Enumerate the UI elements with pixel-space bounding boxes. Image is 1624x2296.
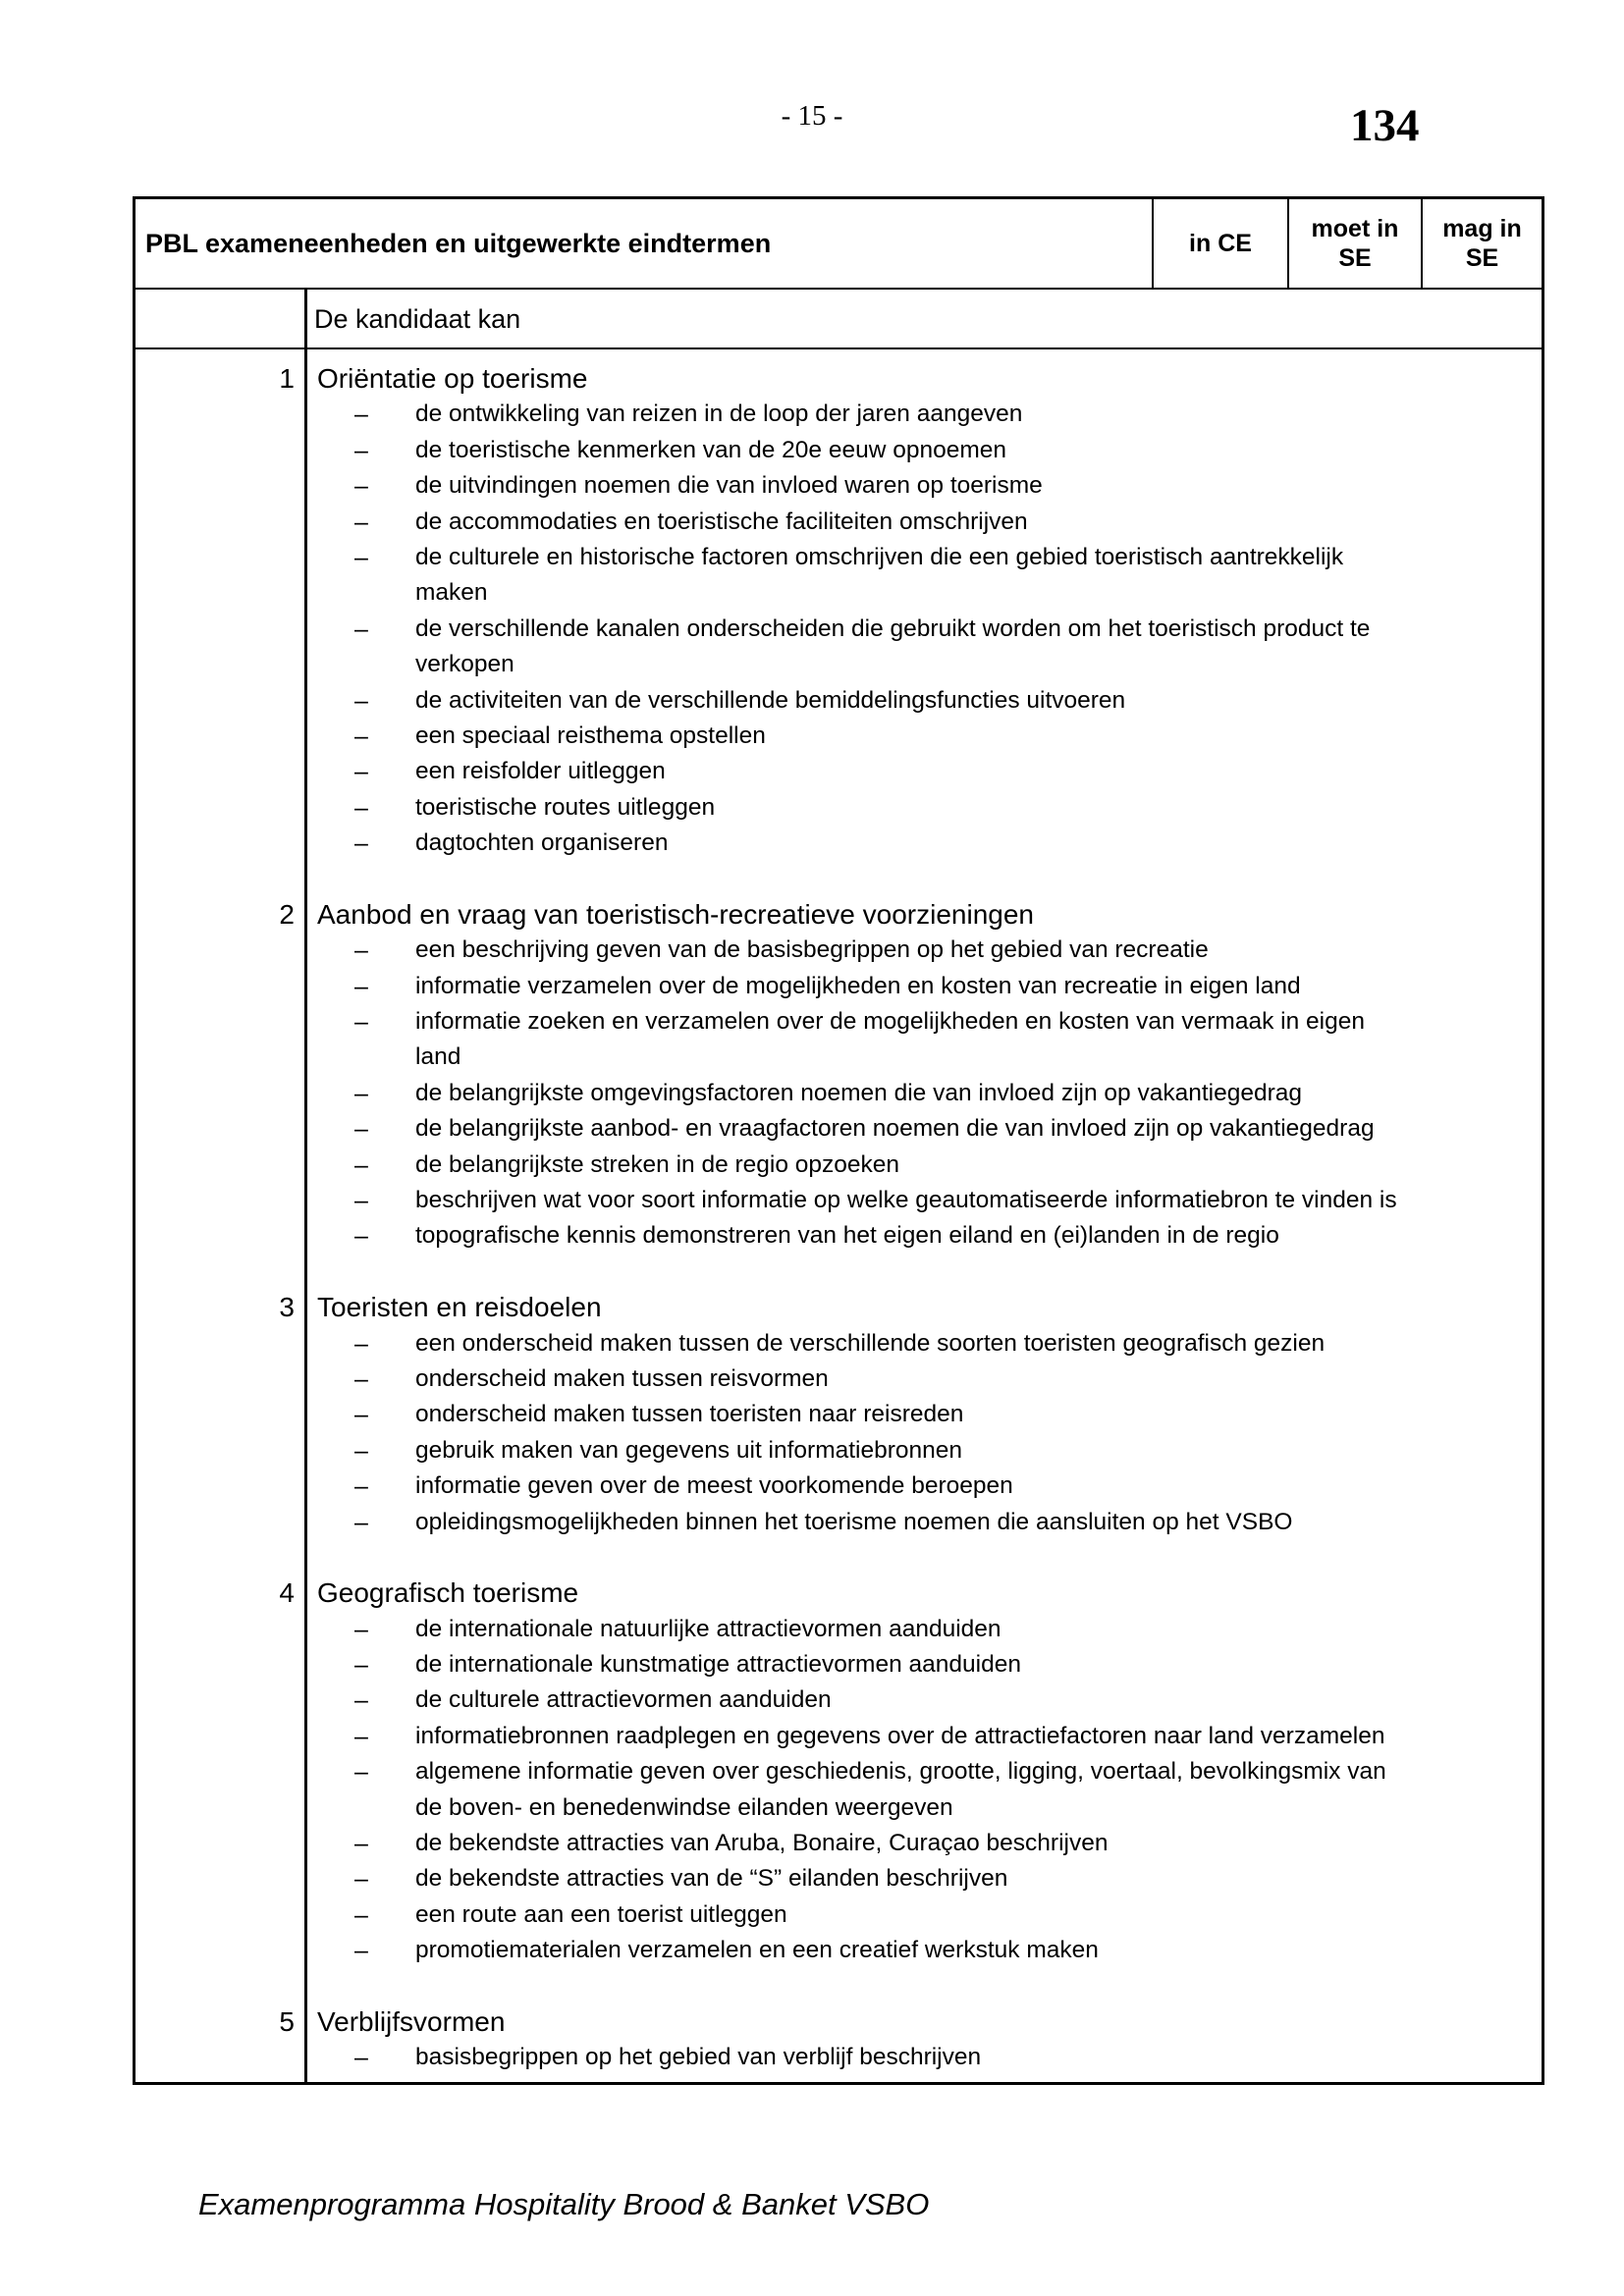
list-item-text: topografische kennis demonstreren van het eigen eiland en (ei)landen in de regio [415,1222,1279,1250]
list-item-text: gebruik maken van gegevens uit informatiebronnen [415,1436,963,1464]
list-item [135,1505,1542,1540]
dash-bullet-icon: – [354,1508,368,1536]
dash-bullet-icon: – [354,1615,368,1643]
section-heading-row [135,2004,1542,2040]
dash-bullet-icon: – [354,1115,368,1144]
list-item-text: een onderscheid maken tussen de verschillende soorten toeristen geografisch gezien [415,1329,1326,1357]
dash-bullet-icon: – [354,758,368,786]
section-heading-row [135,897,1542,933]
list-item-text: een beschrijving geven van de basisbegrippen op het gebied van recreatie [415,936,1209,964]
exam-units-body [135,361,1542,2076]
list-item [135,1111,1542,1147]
list-item-text: informatiebronnen raadplegen en gegevens over de attractiefactoren naar land verzamelen [415,1722,1385,1749]
list-item-text: dagtochten organiseren [415,829,669,857]
section-number: 4 [279,1577,295,1609]
list-item [135,1004,1542,1040]
list-item-text: de bekendste attracties van de “S” eilanden beschrijven [415,1865,1008,1893]
list-item [135,1433,1542,1468]
section-heading-row [135,361,1542,397]
list-item [135,1148,1542,1183]
exam-units-table [133,196,1544,2085]
list-item [135,1468,1542,1504]
list-item-text: onderscheid maken tussen toeristen naar reisreden [415,1401,964,1428]
dash-bullet-icon: – [354,1222,368,1251]
list-item-continuation [135,1790,1542,1826]
list-item [135,1933,1542,1968]
section-title: Geografisch toerisme [317,1577,579,1609]
list-item [135,1682,1542,1718]
intro-label: De kandidaat kan [314,303,521,334]
list-item-text: de activiteiten van de verschillende bemiddelingsfuncties uitvoeren [415,686,1126,714]
blank-line [135,1969,1542,2004]
list-item-text: de uitvindingen noemen die van invloed waren op toerisme [415,472,1043,500]
dash-bullet-icon: – [354,400,368,429]
page-number: - 15 - [781,100,843,132]
dash-bullet-icon: – [354,1186,368,1214]
column-header-moet-line1: moet in [1311,215,1399,242]
list-item-continuation [135,1040,1542,1075]
list-item [135,1326,1542,1362]
list-item-text: opleidingsmogelijkheden binnen het toerisme noemen die aansluiten op het VSBO [415,1508,1293,1535]
list-item [135,2040,1542,2075]
dash-bullet-icon: – [354,1758,368,1787]
list-item-text: basisbegrippen op het gebied van verblijf beschrijven [415,2044,982,2071]
list-item-text: een reisfolder uitleggen [415,758,666,785]
dash-bullet-icon: – [354,1900,368,1929]
list-item-text: informatie geven over de meest voorkomende beroepen [415,1472,1013,1500]
dash-bullet-icon: – [354,1401,368,1429]
section-number: 3 [279,1292,295,1323]
footer-title: Examenprogramma Hospitality Brood & Banket VSBO [198,2187,930,2221]
list-item [135,468,1542,504]
list-item [135,1183,1542,1218]
column-header-mag-in-se [1423,199,1542,288]
list-item-text: de culturele en historische factoren omschrijven die een gebied toeristisch aantrekkelijk [415,543,1344,570]
list-item-text: algemene informatie geven over geschiedenis, grootte, ligging, voertaal, bevolkingsmix van [415,1758,1386,1786]
section-title: Aanbod en vraag van toeristisch-recreatieve voorzieningen [317,898,1034,930]
list-item [135,754,1542,789]
dash-bullet-icon: – [354,1329,368,1358]
blank-line [135,1255,1542,1290]
dash-bullet-icon: – [354,1364,368,1393]
list-item [135,1647,1542,1682]
list-item-text: verkopen [415,651,514,678]
dash-bullet-icon: – [354,1436,368,1465]
dash-bullet-icon: – [354,1079,368,1107]
column-header-in-ce-label: in CE [1189,230,1252,257]
list-item-text: de verschillende kanalen onderscheiden die gebruikt worden om het toeristisch product te [415,614,1371,642]
list-item-text: de belangrijkste streken in de regio opzoeken [415,1150,900,1178]
list-item [135,1861,1542,1896]
list-item-text: beschrijven wat voor soort informatie op welke geautomatiseerde informatiebron te vinden is [415,1186,1397,1213]
column-header-mag-line2: SE [1465,244,1499,272]
list-item-text: promotiematerialen verzamelen en een creatief werkstuk maken [415,1937,1099,1964]
list-item-text: informatie verzamelen over de mogelijkheden en kosten van recreatie in eigen land [415,972,1301,999]
section-title: Toeristen en reisdoelen [317,1292,602,1323]
list-item-text: onderscheid maken tussen reisvormen [415,1364,829,1392]
dash-bullet-icon: – [354,686,368,715]
list-item-text: maken [415,579,488,607]
dash-bullet-icon: – [354,472,368,501]
list-item-continuation [135,575,1542,611]
dash-bullet-icon: – [354,829,368,858]
list-item [135,1076,1542,1111]
list-item [135,719,1542,754]
list-item [135,1826,1542,1861]
list-item [135,433,1542,468]
table-title: PBL exameneenheden en uitgewerkte eindtermen [145,228,772,258]
dash-bullet-icon: – [354,1651,368,1680]
list-item-text: de internationale natuurlijke attractievormen aanduiden [415,1615,1001,1642]
list-item-text: de toeristische kenmerken van de 20e eeuw opnoemen [415,436,1006,463]
list-item-text: de belangrijkste aanbod- en vraagfactoren noemen die van invloed zijn op vakantiegedrag [415,1115,1375,1143]
dash-bullet-icon: – [354,936,368,965]
list-item-text: land [415,1043,461,1071]
list-item [135,1362,1542,1397]
section-heading-row [135,1290,1542,1325]
dash-bullet-icon: – [354,1937,368,1965]
column-header-mag-line1: mag in [1442,215,1522,242]
list-item [135,826,1542,861]
column-header-moet-line2: SE [1338,244,1372,272]
dash-bullet-icon: – [354,1472,368,1501]
dash-bullet-icon: – [354,1686,368,1715]
dash-bullet-icon: – [354,1865,368,1894]
dash-bullet-icon: – [354,436,368,464]
list-item-text: toeristische routes uitleggen [415,793,716,821]
list-item [135,1897,1542,1933]
section-number: 1 [279,363,295,394]
list-item-continuation [135,647,1542,682]
list-item [135,683,1542,719]
list-item [135,1397,1542,1432]
dash-bullet-icon: – [354,1150,368,1179]
column-header-in-ce [1154,199,1287,288]
dash-bullet-icon: – [354,543,368,571]
column-header-moet-in-se [1289,199,1421,288]
list-item [135,790,1542,826]
list-item [135,540,1542,575]
list-item-text: een route aan een toerist uitleggen [415,1900,787,1928]
list-item-text: de boven- en benedenwindse eilanden weergeven [415,1793,953,1821]
list-item-text: de ontwikkeling van reizen in de loop der jaren aangeven [415,400,1023,428]
dash-bullet-icon: – [354,1008,368,1037]
blank-line [135,861,1542,896]
section-number: 2 [279,898,295,930]
section-heading-row [135,1575,1542,1611]
list-item-text: informatie zoeken en verzamelen over de mogelijkheden en kosten van vermaak in eigen [415,1008,1365,1036]
list-item [135,1612,1542,1647]
dash-bullet-icon: – [354,507,368,536]
list-item-text: de bekendste attracties van Aruba, Bonaire, Curaçao beschrijven [415,1830,1109,1857]
section-title: Oriëntatie op toerisme [317,363,588,394]
list-item [135,1719,1542,1754]
list-item-text: de accommodaties en toeristische faciliteiten omschrijven [415,507,1028,535]
list-item [135,1754,1542,1789]
section-number: 5 [279,2005,295,2037]
list-item [135,612,1542,647]
dash-bullet-icon: – [354,972,368,1000]
list-item-text: een speciaal reisthema opstellen [415,721,766,749]
dash-bullet-icon: – [354,1722,368,1750]
list-item-text: de internationale kunstmatige attractievormen aanduiden [415,1651,1021,1679]
blank-line [135,1540,1542,1575]
document-number: 134 [1350,100,1420,151]
list-item [135,933,1542,968]
list-item [135,1218,1542,1254]
dash-bullet-icon: – [354,614,368,643]
list-item [135,969,1542,1004]
list-item [135,397,1542,432]
list-item-text: de belangrijkste omgevingsfactoren noemen die van invloed zijn op vakantiegedrag [415,1079,1302,1106]
dash-bullet-icon: – [354,2044,368,2072]
dash-bullet-icon: – [354,721,368,750]
list-item-text: de culturele attractievormen aanduiden [415,1686,832,1714]
list-item [135,505,1542,540]
dash-bullet-icon: – [354,1830,368,1858]
dash-bullet-icon: – [354,793,368,822]
section-title: Verblijfsvormen [317,2005,506,2037]
